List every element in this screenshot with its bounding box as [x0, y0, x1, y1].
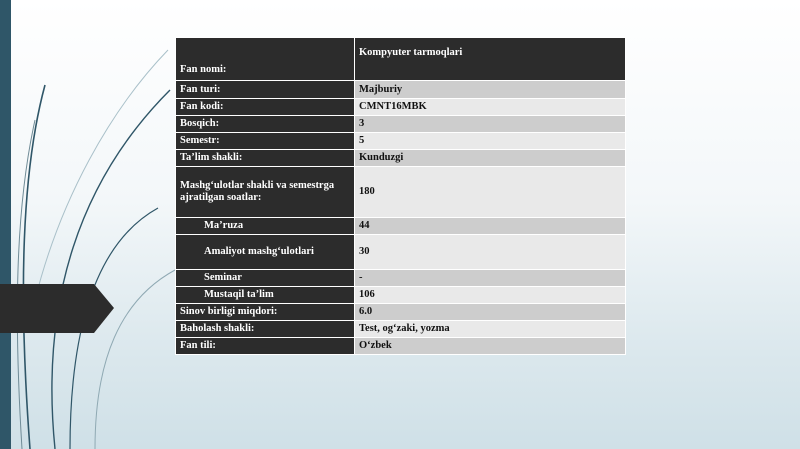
row-label: Fan tili:	[176, 338, 355, 355]
table-row	[176, 235, 626, 270]
row-label: Bosqich:	[176, 116, 355, 133]
row-value: 44	[355, 218, 626, 235]
row-label: Fan turi:	[176, 81, 355, 99]
table-row	[176, 321, 626, 338]
row-label: Mashg‘ulotlar shakli va semestrga ajratilgan soatlar:	[176, 167, 355, 218]
row-value: 5	[355, 133, 626, 150]
row-value: 30	[355, 235, 626, 270]
table-row	[176, 133, 626, 150]
course-name-value: Kompyuter tarmoqlari	[355, 38, 626, 81]
table-row	[176, 99, 626, 116]
row-value: CMNT16MBK	[355, 99, 626, 116]
table-row	[176, 270, 626, 287]
row-label: Baholash shakli:	[176, 321, 355, 338]
table-row	[176, 338, 626, 355]
row-label: Amaliyot mashg‘ulotlari	[176, 235, 355, 270]
row-value: O‘zbek	[355, 338, 626, 355]
arrow-shape	[0, 284, 115, 334]
table-row	[176, 116, 626, 133]
table-row	[176, 218, 626, 235]
row-label: Sinov birligi miqdori:	[176, 304, 355, 321]
row-value: 3	[355, 116, 626, 133]
row-value: 106	[355, 287, 626, 304]
row-label: Ma’ruza	[176, 218, 355, 235]
row-value: -	[355, 270, 626, 287]
row-value: 6.0	[355, 304, 626, 321]
table-row	[176, 304, 626, 321]
row-label: Semestr:	[176, 133, 355, 150]
table-row	[176, 150, 626, 167]
row-label: Fan kodi:	[176, 99, 355, 116]
table-row-header	[176, 38, 626, 81]
table-row	[176, 167, 626, 218]
row-value: Majburiy	[355, 81, 626, 99]
row-value: 180	[355, 167, 626, 218]
table-row	[176, 81, 626, 99]
row-label: Seminar	[176, 270, 355, 287]
course-info-table	[175, 37, 626, 355]
row-value: Kunduzgi	[355, 150, 626, 167]
course-name-label: Fan nomi:	[176, 38, 355, 81]
row-value: Test, og‘zaki, yozma	[355, 321, 626, 338]
row-label: Mustaqil ta’lim	[176, 287, 355, 304]
row-label: Ta’lim shakli:	[176, 150, 355, 167]
table-row	[176, 287, 626, 304]
